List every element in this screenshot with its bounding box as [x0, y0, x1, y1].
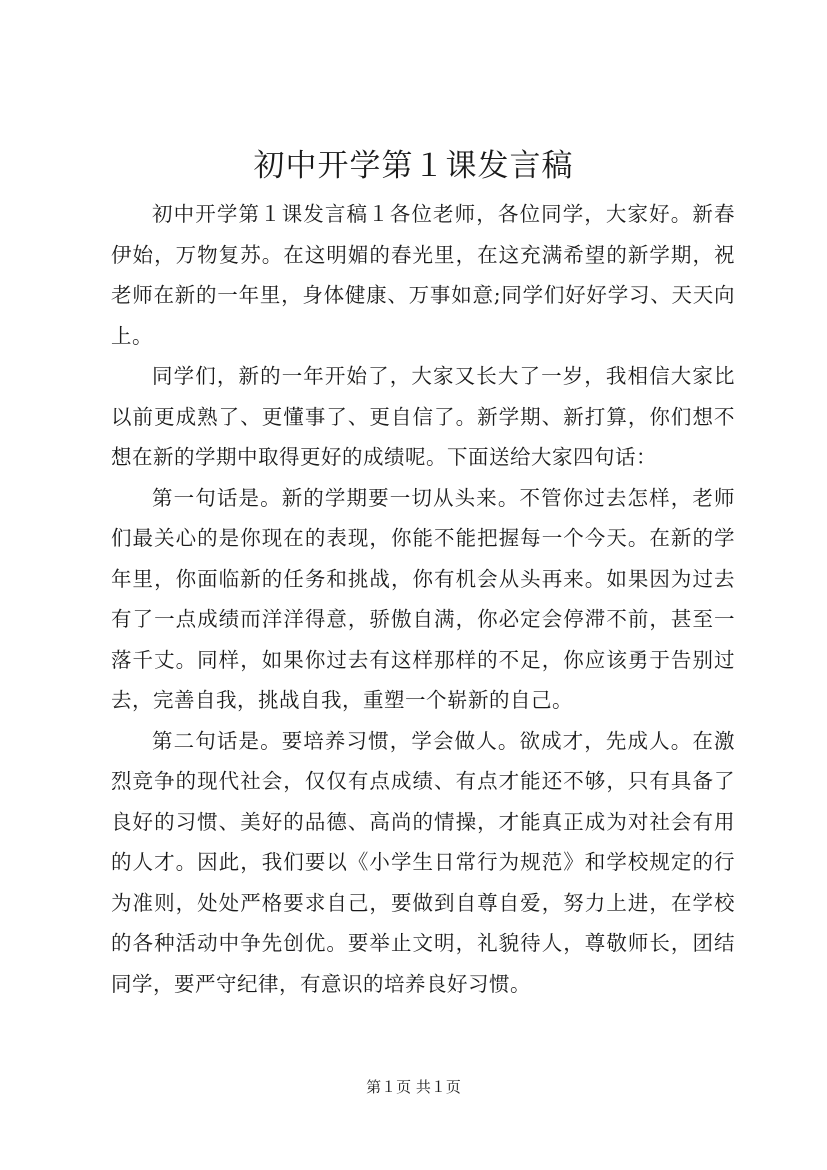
document-body: [111, 194, 735, 1004]
page-footer: 第１页 共１页: [366, 1078, 461, 1096]
paragraph-first-point: 第一句话是。新的学期要一切从头来。不管你过去怎样，老师们最关心的是你现在的表现，你能不能把握每一个今天。在新的学年里，你面临新的任务和挑战，你有机会从头再来。如果因为过去有了一点成绩而洋洋得意，骄傲自满，你必定会停滞不前，甚至一落千丈。同样，如果你过去有这样那样的不足，你应该勇于告别过去，完善自我，挑战自我，重塑一个崭新的自己。: [111, 485, 735, 712]
paragraph-greeting: 初中开学第１课发言稿１各位老师，各位同学，大家好。新春伊始，万物复苏。在这明媚的春光里，在这充满希望的新学期，祝老师在新的一年里，身体健康、万事如意;同学们好好学习、天天向上。: [111, 202, 735, 348]
paragraph-intro: 同学们，新的一年开始了，大家又长大了一岁，我相信大家比以前更成熟了、更懂事了、更自信了。新学期、新打算，你们想不想在新的学期中取得更好的成绩呢。下面送给大家四句话：: [111, 364, 735, 469]
paragraph-second-point: 第二句话是。要培养习惯，学会做人。欲成才，先成人。在激烈竞争的现代社会，仅仅有点成绩、有点才能还不够，只有具备了良好的习惯、美好的品德、高尚的情操，才能真正成为对社会有用的人才。因此，我们要以《小学生日常行为规范》和学校规定的行为准则，处处严格要求自己，要做到自尊自爱，努力上进，在学校的各种活动中争先创优。要举止文明，礼貌待人，尊敬师长，团结同学，要严守纪律，有意识的培养良好习惯。: [111, 728, 735, 996]
document-title: 初中开学第１课发言稿: [253, 148, 574, 184]
